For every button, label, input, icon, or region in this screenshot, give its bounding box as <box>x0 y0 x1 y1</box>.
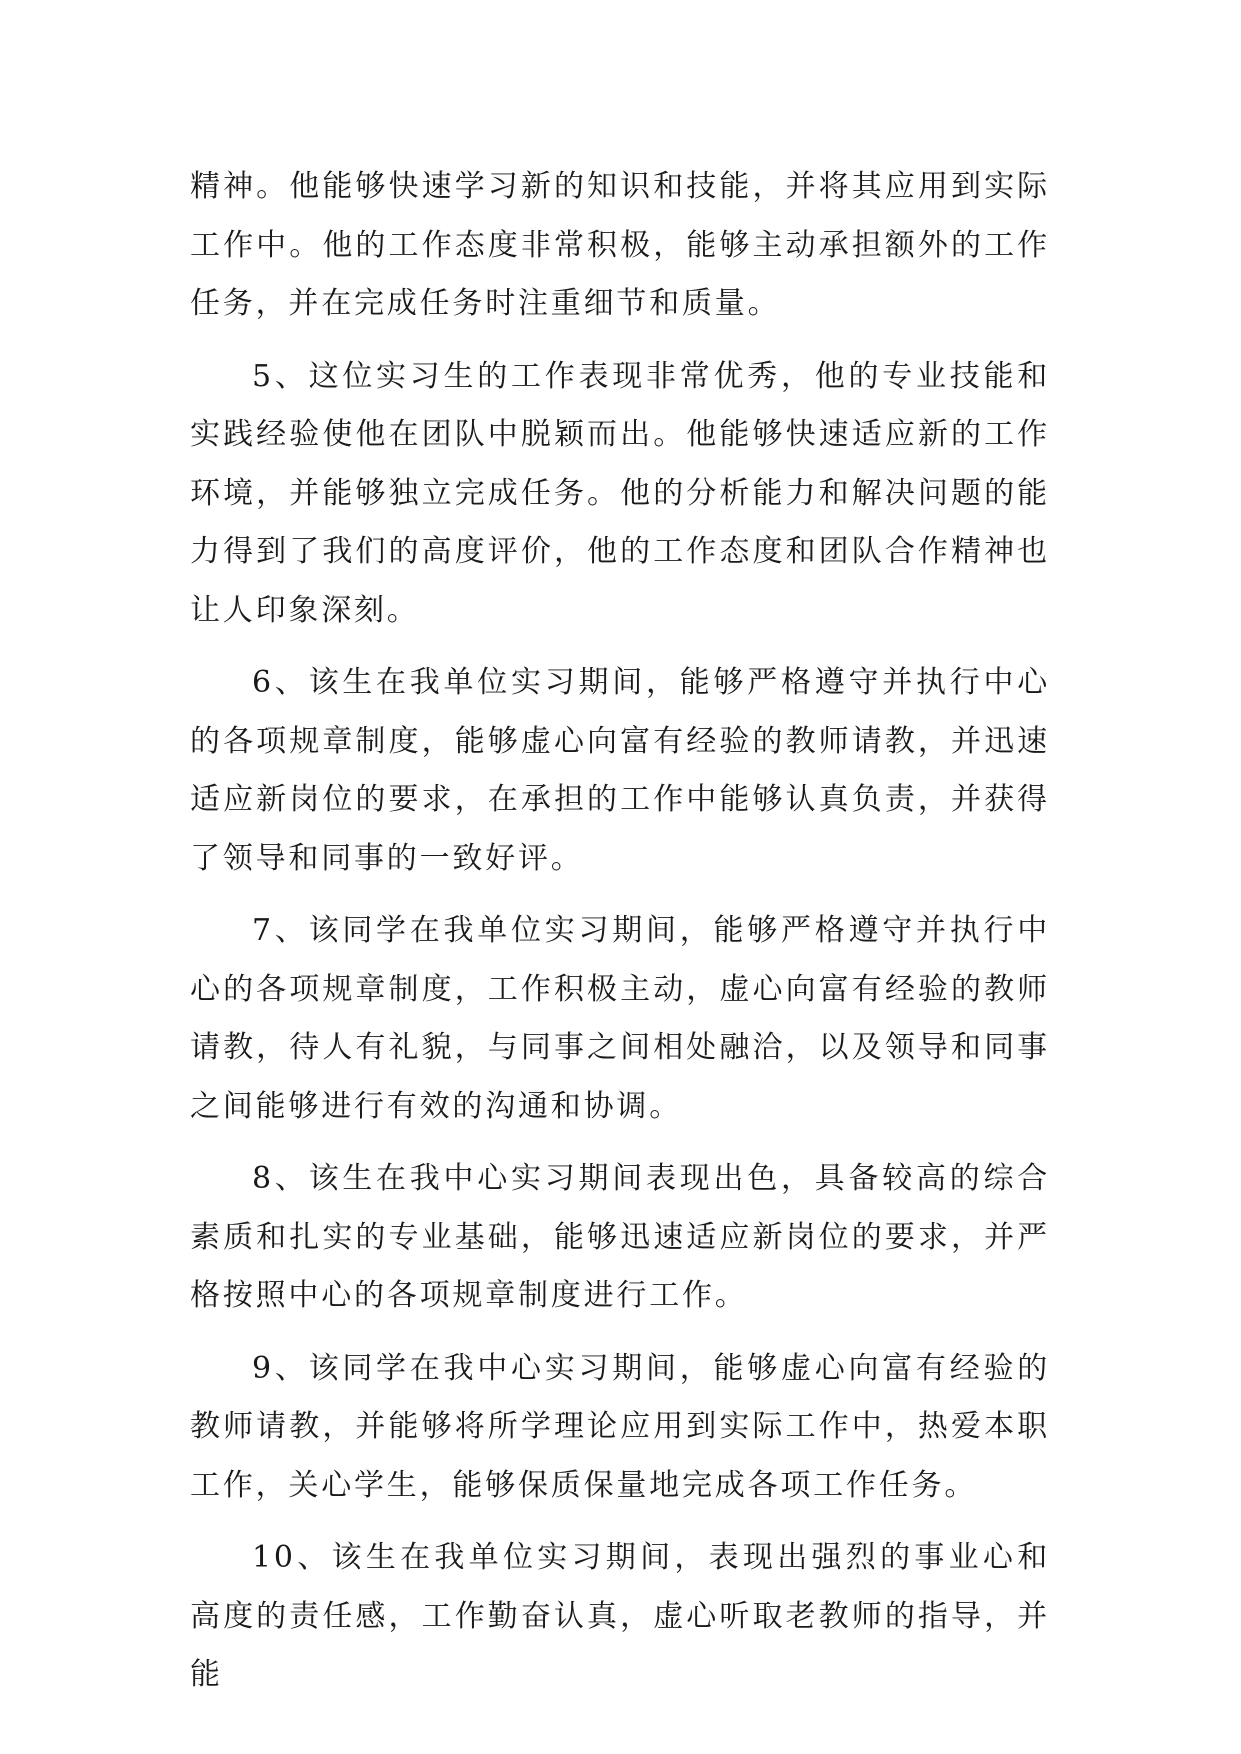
paragraph-item-8: 8、该生在我中心实习期间表现出色，具备较高的综合素质和扎实的专业基础，能够迅速适应新岗位的要求，并严格按照中心的各项规章制度进行工作。 <box>190 1161 1050 1313</box>
document-body <box>190 158 1050 1719</box>
paragraph-item-6: 6、该生在我单位实习期间，能够严格遵守并执行中心的各项规章制度，能够虚心向富有经验的教师请教，并迅速适应新岗位的要求，在承担的工作中能够认真负责，并获得了领导和同事的一致好评。 <box>190 665 1050 876</box>
paragraph-item-9: 9、该同学在我中心实习期间，能够虚心向富有经验的教师请教，并能够将所学理论应用到实际工作中，热爱本职工作，关心学生，能够保质保量地完成各项工作任务。 <box>190 1350 1050 1503</box>
paragraph-continuation: 精神。他能够快速学习新的知识和技能，并将其应用到实际工作中。他的工作态度非常积极，能够主动承担额外的工作任务，并在完成任务时注重细节和质量。 <box>190 169 1050 321</box>
paragraph-item-10: 10、该生在我单位实习期间，表现出强烈的事业心和高度的责任感，工作勤奋认真，虚心听取老教师的指导，并能 <box>190 1540 1050 1692</box>
paragraph-item-7: 7、该同学在我单位实习期间，能够严格遵守并执行中心的各项规章制度，工作积极主动，虚心向富有经验的教师请教，待人有礼貌，与同事之间相处融洽，以及领导和同事之间能够进行有效的沟通和协调。 <box>190 913 1050 1124</box>
paragraph-item-5: 5、这位实习生的工作表现非常优秀，他的专业技能和实践经验使他在团队中脱颖而出。他能够快速适应新的工作环境，并能够独立完成任务。他的分析能力和解决问题的能力得到了我们的高度评价，他的工作态度和团队合作精神也让人印象深刻。 <box>190 358 1050 628</box>
